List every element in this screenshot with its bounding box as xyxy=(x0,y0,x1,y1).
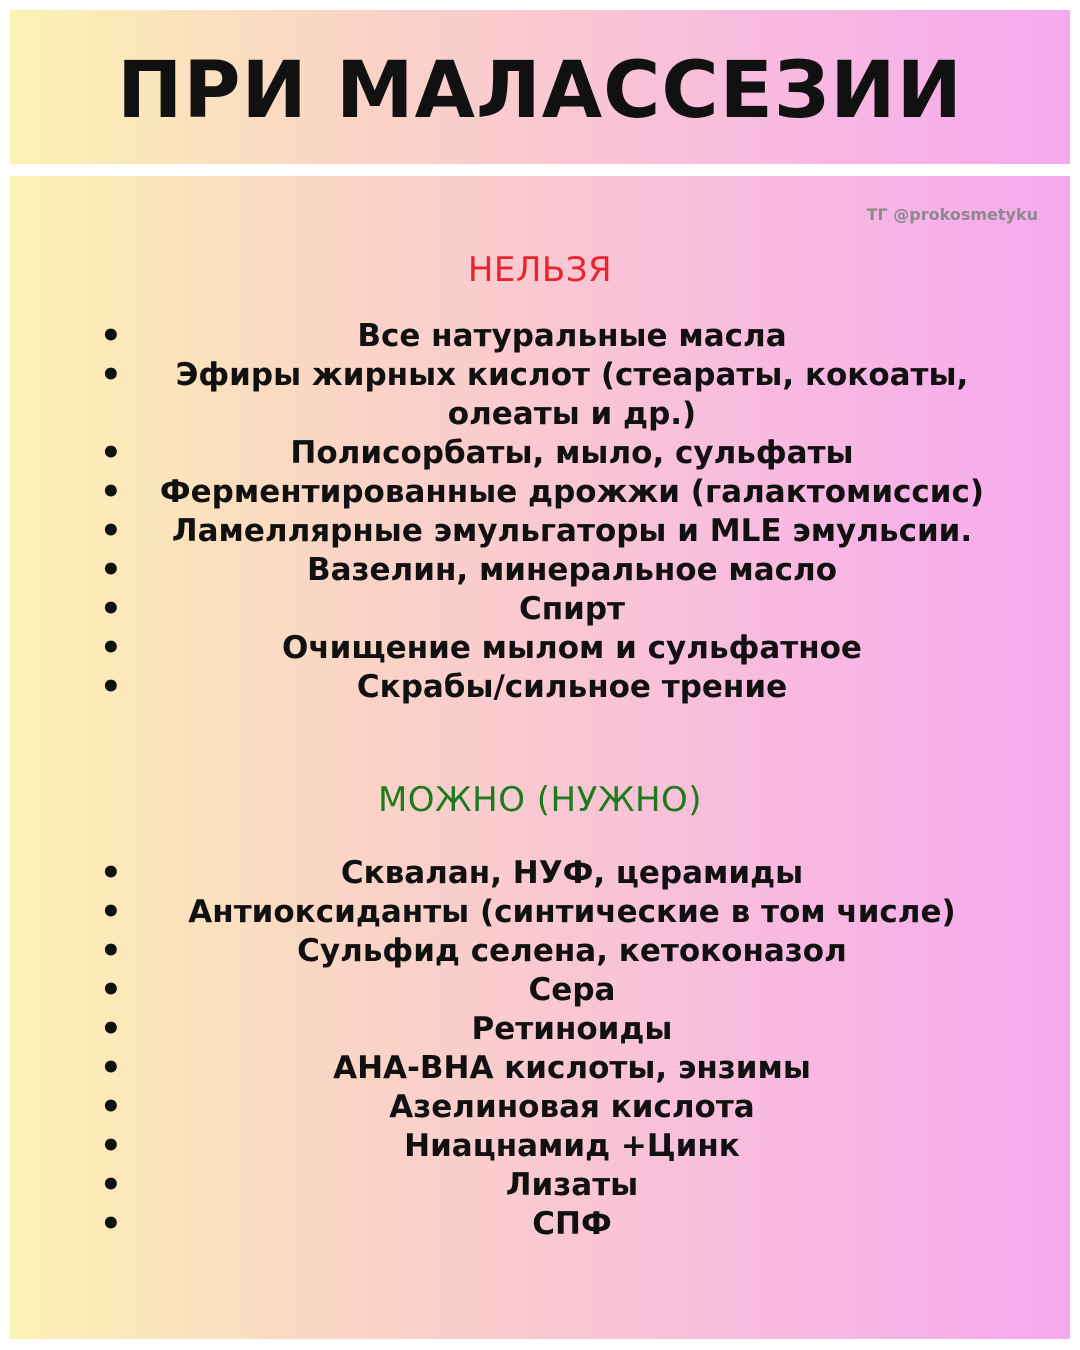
allowed-list-item xyxy=(100,932,1010,971)
forbidden-list-item xyxy=(100,668,1010,707)
allowed-list-item xyxy=(100,1166,1010,1205)
bullet-icon: • xyxy=(100,1126,122,1166)
forbidden-list-item xyxy=(100,434,1010,473)
allowed-list-item xyxy=(100,971,1010,1010)
forbidden-list-item xyxy=(100,512,1010,551)
allowed-item-text: АНА-ВНА кислоты, энзимы xyxy=(333,1050,811,1086)
bullet-icon: • xyxy=(100,1009,122,1049)
forbidden-item-text: Скрабы/сильное трение xyxy=(356,669,788,705)
bullet-icon: • xyxy=(100,853,122,893)
bullet-icon: • xyxy=(100,1204,122,1244)
forbidden-list-item xyxy=(100,317,1010,356)
allowed-list-item xyxy=(100,1205,1010,1244)
forbidden-item-text: Очищение мылом и сульфатное xyxy=(282,630,862,666)
forbidden-item-text: Эфиры жирных кислот (стеараты, кокоаты, олеаты и др.) xyxy=(175,357,969,432)
bullet-icon: • xyxy=(100,550,122,590)
bullet-icon: • xyxy=(100,1048,122,1088)
forbidden-item-text: Спирт xyxy=(518,591,626,627)
allowed-list-item xyxy=(100,1049,1010,1088)
bullet-icon: • xyxy=(100,433,122,473)
allowed-item-text: СПФ xyxy=(532,1206,612,1242)
allowed-item-text: Лизаты xyxy=(505,1167,639,1203)
bullet-icon: • xyxy=(100,970,122,1010)
forbidden-item-text: Ламеллярные эмульгаторы и MLE эмульсии. xyxy=(171,513,973,549)
forbidden-list-item xyxy=(100,551,1010,590)
allowed-item-text: Ниацнамид +Цинк xyxy=(404,1128,740,1164)
allowed-item-text: Азелиновая кислота xyxy=(389,1089,755,1125)
bullet-icon: • xyxy=(100,472,122,512)
forbidden-item-text: Все натуральные масла xyxy=(357,318,787,354)
telegram-handle: ТГ @prokosmetyku xyxy=(866,205,1038,224)
bullet-icon: • xyxy=(100,1165,122,1205)
forbidden-list xyxy=(100,317,1010,707)
allowed-item-text: Антиоксиданты (синтические в том числе) xyxy=(188,894,956,930)
forbidden-heading: НЕЛЬЗЯ xyxy=(467,250,613,290)
page-title: ПРИ МАЛАССЕЗИИ xyxy=(117,46,963,136)
bullet-icon: • xyxy=(100,355,122,395)
bullet-icon: • xyxy=(100,589,122,629)
forbidden-item-text: Вазелин, минеральное масло xyxy=(306,552,838,588)
allowed-list xyxy=(100,854,1010,1244)
bullet-icon: • xyxy=(100,892,122,932)
allowed-item-text: Сквалан, НУФ, церамиды xyxy=(340,855,804,891)
bullet-icon: • xyxy=(100,628,122,668)
bullet-icon: • xyxy=(100,931,122,971)
allowed-list-item xyxy=(100,893,1010,932)
forbidden-list-item xyxy=(100,473,1010,512)
allowed-list-item xyxy=(100,1010,1010,1049)
forbidden-item-text: Полисорбаты, мыло, сульфаты xyxy=(290,435,854,471)
bullet-icon: • xyxy=(100,316,122,356)
bullet-icon: • xyxy=(100,667,122,707)
bullet-icon: • xyxy=(100,1087,122,1127)
allowed-item-text: Сера xyxy=(528,972,616,1008)
allowed-list-item xyxy=(100,1088,1010,1127)
allowed-item-text: Ретиноиды xyxy=(471,1011,673,1047)
forbidden-list-item xyxy=(100,590,1010,629)
forbidden-item-text: Ферментированные дрожжи (галактомиссис) xyxy=(159,474,985,510)
allowed-item-text: Сульфид селена, кетоконазол xyxy=(297,933,847,969)
allowed-heading: МОЖНО (НУЖНО) xyxy=(377,780,703,820)
bullet-icon: • xyxy=(100,511,122,551)
forbidden-list-item xyxy=(100,356,1010,434)
forbidden-list-item xyxy=(100,629,1010,668)
allowed-list-item xyxy=(100,1127,1010,1166)
allowed-list-item xyxy=(100,854,1010,893)
